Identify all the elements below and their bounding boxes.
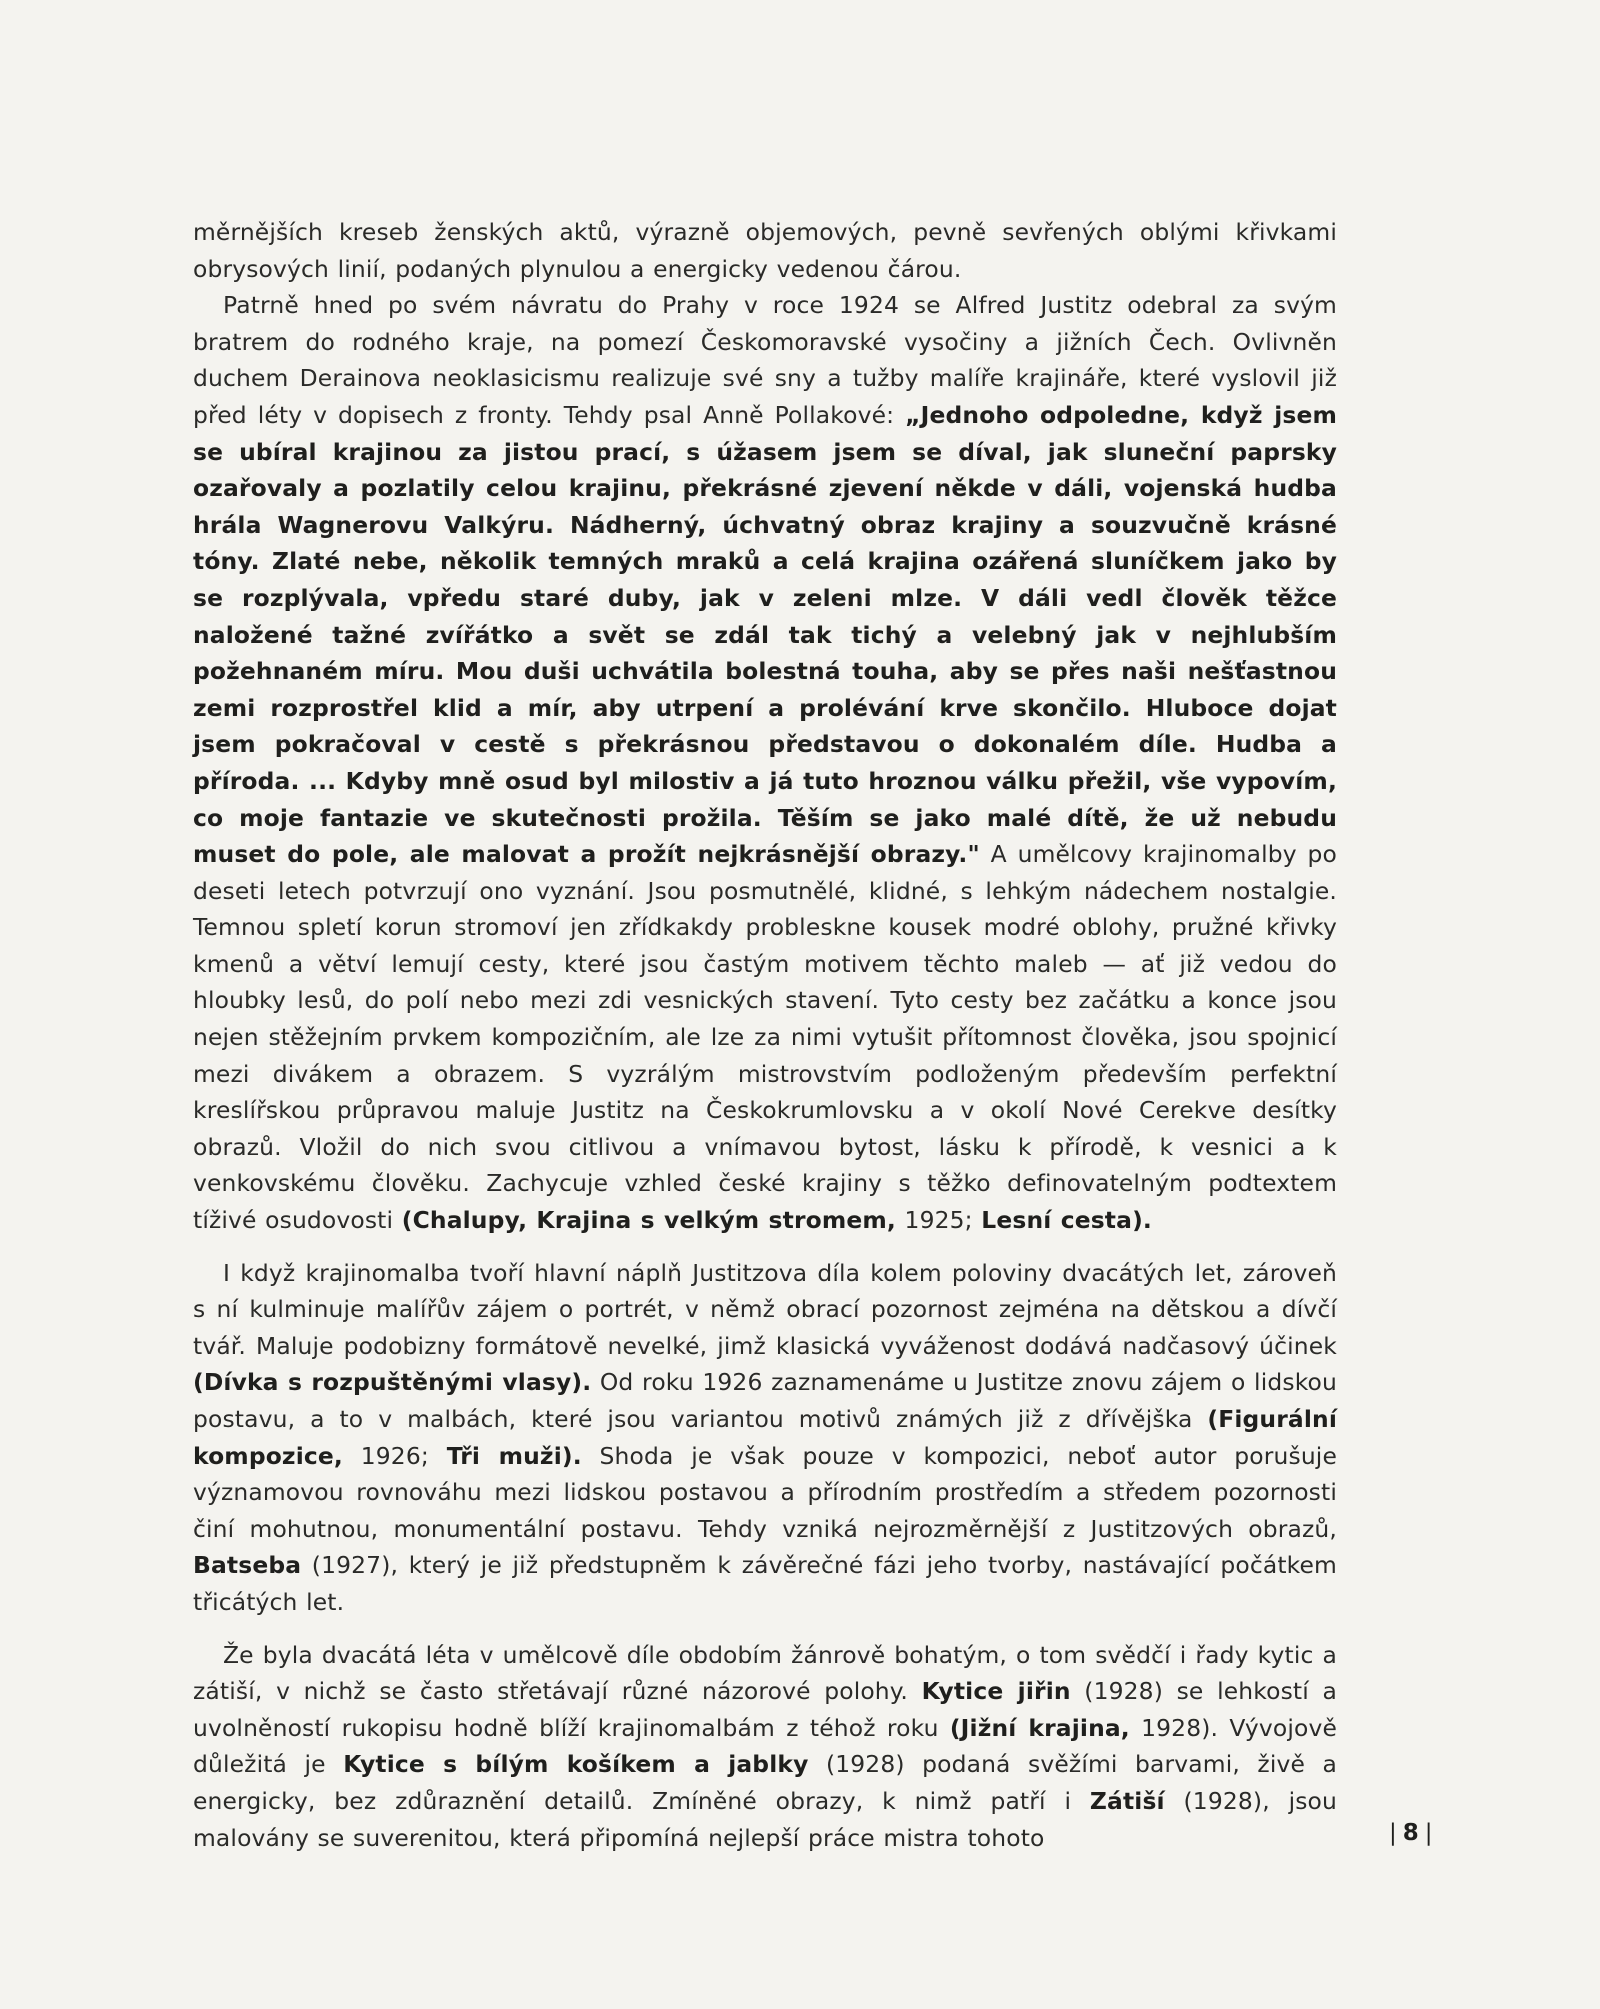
paragraph-2-text: A umělcovy krajinomalby po deseti letech potvrzují ono vyznání. Jsou posmutnělé, klidné, s lehkým nádechem nostalgie. Temnou spletí korun stromoví jen zřídkakdy probleskne kousek modré oblohy, pružné křivky kmenů a větví lemují cesty, které jsou častým motivem těchto maleb — ať již vedou do hloubky lesů, do polí nebo mezi zdi vesnických stavení. Tyto cesty bez začátku a konce jsou nejen stěžejním prvkem kompozičním, ale lze za nimi vytušit přítomnost člověka, jsou spojnicí mezi divákem a obrazem. S vyzrálým mistrovstvím podloženým především perfektní kreslířskou průpravou maluje Justitz na Českokrumlovsku a v okolí Nové Cerekve desítky obrazů. Vložil do nich svou citlivou a vnímavou bytost, lásku k přírodě, k vesnici a k venkovskému člověku. Zachycuje vzhled české krajiny s těžko definovatelným podtextem tíživé osudovosti [193, 840, 1337, 1235]
paragraph-4-text: (1928), jsou malovány se suverenitou, která připomíná nejlepší práce mistra tohoto [193, 1786, 1337, 1852]
artwork-title: Kytice jiřin [921, 1677, 1071, 1706]
paragraph-4-text: 1928). Vývojově důležitá je [193, 1713, 1337, 1779]
paragraph-3-text: (1927), který je již předstupněm k závěrečné fázi jeho tvorby, nastávající počátkem třicátých let. [193, 1551, 1337, 1616]
page-number [1383, 1815, 1439, 1851]
artwork-title: (Figurální kompozice, [193, 1405, 1337, 1470]
artwork-title: (Jižní krajina, [949, 1713, 1130, 1742]
paragraph-3 [193, 1255, 1337, 1621]
paragraph-1-text: měrnějších kreseb ženských aktů, výrazně objemových, pevně sevřených oblými křivkami obrysových linií, podaných plynulou a energicky vedenou čárou. [193, 218, 1337, 283]
artwork-title: Zátiší [1089, 1786, 1165, 1815]
paragraph-3-text: Shoda je však pouze v kompozici, neboť autor porušuje významovou rovnováhu mezi lidskou postavou a přírodním prostředím a středem pozornosti činí mohutnou, monumentální postavu. Tehdy vzniká nejrozměrnější z Justitzových obrazů, [193, 1441, 1337, 1543]
paragraph-3-text: Od roku 1926 zaznamenáme u Justitze znovu zájem o lidskou postavu, a to v malbách, které jsou variantou motivů známých již z dřívějška [193, 1368, 1337, 1433]
paragraph-3-text: I když krajinomalba tvoří hlavní náplň Justitzova díla kolem poloviny dvacátých let, zároveň s ní kulminuje malířův zájem o portrét, v němž obrací pozornost zejména na dětskou a dívčí tvář. Maluje podobizny formátově nevelké, jimž klasická vyváženost dodává nadčasový účinek [193, 1258, 1337, 1360]
paragraph-3-text: 1926; [342, 1441, 447, 1470]
paragraph-2-text: 1925; [895, 1206, 982, 1235]
artwork-title: Lesní cesta). [981, 1206, 1152, 1235]
body-text [193, 214, 1337, 1856]
artwork-title: (Dívka s rozpuštěnými vlasy). [193, 1368, 592, 1397]
artwork-title: (Chalupy, Krajina s velkým stromem, [401, 1206, 896, 1235]
page-number-bar-right: | [1424, 1820, 1433, 1846]
paragraph-4-text: (1928) se lehkostí a uvolněností rukopisu hodně blíží krajinomalbám z téhož roku [193, 1677, 1337, 1742]
letter-quote: „Jednoho odpoledne, když jsem se ubíral krajinou za jistou prací, s úžasem jsem se díval, jak sluneční paprsky ozařovaly a pozlatily celou krajinu, překrásné zjevení někde v dáli, vojenská hudba hrála Wagnerovu Valkýru. Nádherný, úchvatný obraz krajiny a souzvučně krásné tóny. Zlaté nebe, několik temných mraků a celá krajina ozářená sluníčkem jako by se rozplývala, vpředu staré duby, jak v zeleni mlze. V dáli vedl člověk těžce naložené tažné zvířátko a svět se zdál tak tichý a velebný jak v nejhlubším požehnaném míru. Mou duši uchvátila bolestná touha, aby se přes naši nešťastnou zemi rozprostřel klid a mír, aby utrpení a prolévání krve skončilo. Hluboce dojat jsem pokračoval v cestě s překrásnou představou o dokonalém díle. Hudba a příroda. ... Kdyby mně osud byl milostiv a já tuto hroznou válku přežil, vše vypovím, co moje fantazie ve skutečnosti prožila. Těším se jako malé dítě, že už nebudu muset do pole, ale malovat a prožít nejkrásnější obrazy." [193, 400, 1337, 869]
page-number-bar-left: | [1389, 1820, 1397, 1846]
paragraph-4-text: (1928) podaná svěžími barvami, živě a energicky, bez zdůraznění detailů. Zmíněné obrazy, k nimž patří i [193, 1750, 1338, 1815]
artwork-title: Batseba [193, 1551, 302, 1580]
page-number-value: 8 [1402, 1820, 1419, 1846]
artwork-title: Kytice s bílým košíkem a jablky [343, 1750, 809, 1779]
artwork-title: Tři muži). [446, 1441, 582, 1470]
paragraph-2 [193, 287, 1337, 1238]
paragraph-2-text: Patrně hned po svém návratu do Prahy v roce 1924 se Alfred Justitz odebral za svým bratrem do rodného kraje, na pomezí Českomoravské vysočiny a jižních Čech. Ovlivněn duchem Derainova neoklasicismu realizuje své sny a tužby malíře krajináře, které vyslovil již před léty v dopisech z fronty. Tehdy psal Anně Pollakové: [193, 291, 1337, 429]
paragraph-4 [193, 1637, 1337, 1857]
paragraph-4-text: Že byla dvacátá léta v umělcově díle obdobím žánrově bohatým, o tom svědčí i řady kytic a zátiší, v nichž se často střetávají různé názorové polohy. [193, 1640, 1337, 1706]
paragraph-1 [193, 214, 1337, 287]
